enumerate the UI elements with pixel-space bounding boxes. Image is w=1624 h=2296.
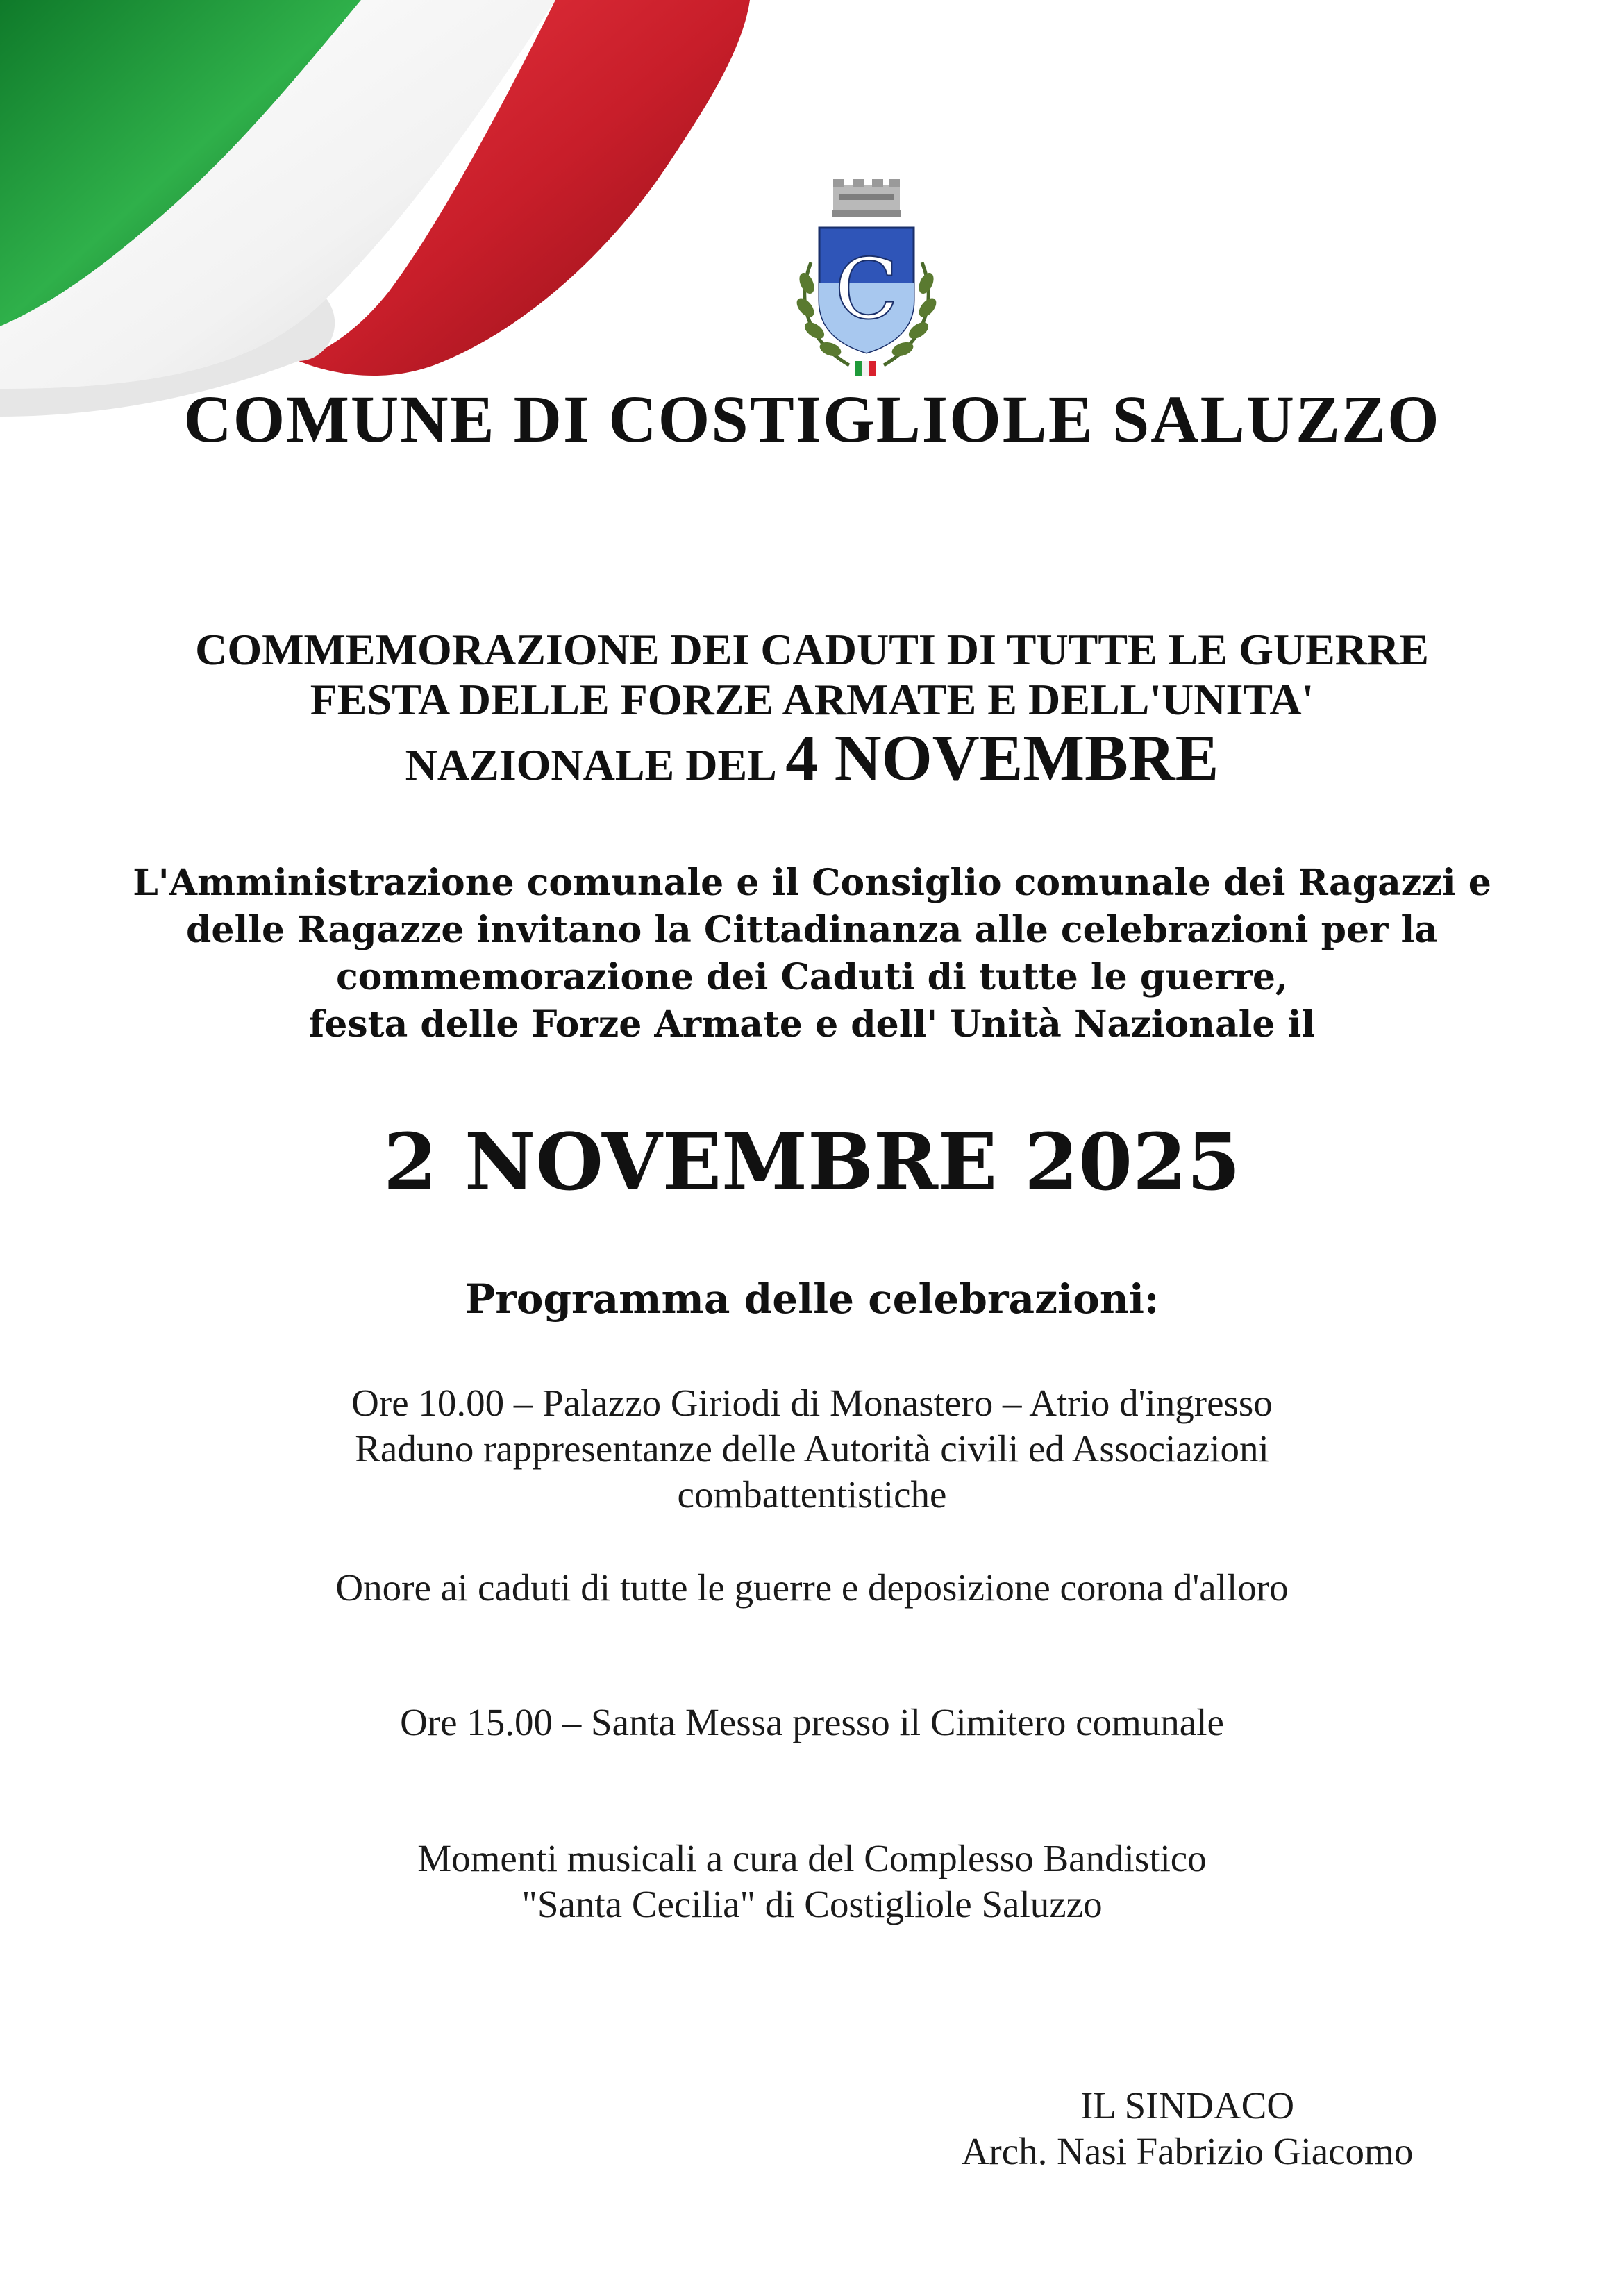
heading-line-3-prefix: NAZIONALE DEL [405, 740, 786, 789]
program-title: Programma delle celebrazioni: [464, 1275, 1160, 1323]
crest-letter: C [835, 242, 898, 338]
heading-line-3 [0, 722, 1624, 794]
italian-flag-icon [0, 0, 764, 430]
signature-role: IL SINDACO [1080, 2084, 1295, 2127]
program-item-1-line-1: Ore 10.00 – Palazzo Giriodi di Monastero – Atrio d'ingresso [351, 1382, 1273, 1424]
intro-line-4: festa delle Forze Armate e dell' Unità Nazionale il [308, 1003, 1316, 1046]
coat-of-arms-icon [783, 179, 950, 387]
event-date: 2 NOVEMBRE 2025 [383, 1117, 1241, 1208]
program-item-4 [0, 1836, 1624, 1927]
page-title: COMUNE DI COSTIGLIOLE SALUZZO [183, 382, 1441, 456]
heading-line-2: FESTA DELLE FORZE ARMATE E DELL'UNITA' [310, 675, 1314, 724]
program-item-1-line-3: combattentistiche [677, 1473, 947, 1516]
program-item-2: Onore ai caduti di tutte le guerre e deposizione corona d'alloro [335, 1566, 1289, 1609]
program-item-4-line-1: Momenti musicali a cura del Complesso Bandistico [417, 1837, 1207, 1879]
invitation-paragraph [0, 860, 1624, 1048]
intro-line-2: delle Ragazze invitano la Cittadinanza alle celebrazioni per la [186, 909, 1438, 951]
heading-line-1: COMMEMORAZIONE DEI CADUTI DI TUTTE LE GUERRE [195, 625, 1429, 674]
program-item-1 [0, 1380, 1624, 1518]
program-item-3: Ore 15.00 – Santa Messa presso il Cimitero comunale [400, 1701, 1224, 1743]
intro-line-1: L'Amministrazione comunale e il Consiglio comunale dei Ragazzi e [133, 862, 1491, 904]
event-heading [0, 625, 1624, 794]
program-item-1-line-2: Raduno rappresentanze delle Autorità civili ed Associazioni [355, 1427, 1269, 1470]
signature-name: Arch. Nasi Fabrizio Giacomo [961, 2130, 1414, 2172]
intro-line-3: commemorazione dei Caduti di tutte le guerre, [335, 956, 1289, 998]
signature-block [903, 2083, 1472, 2175]
program-item-4-line-2: "Santa Cecilia" di Costigliole Saluzzo [521, 1883, 1103, 1925]
heading-line-3-date: 4 NOVEMBRE [785, 722, 1219, 794]
